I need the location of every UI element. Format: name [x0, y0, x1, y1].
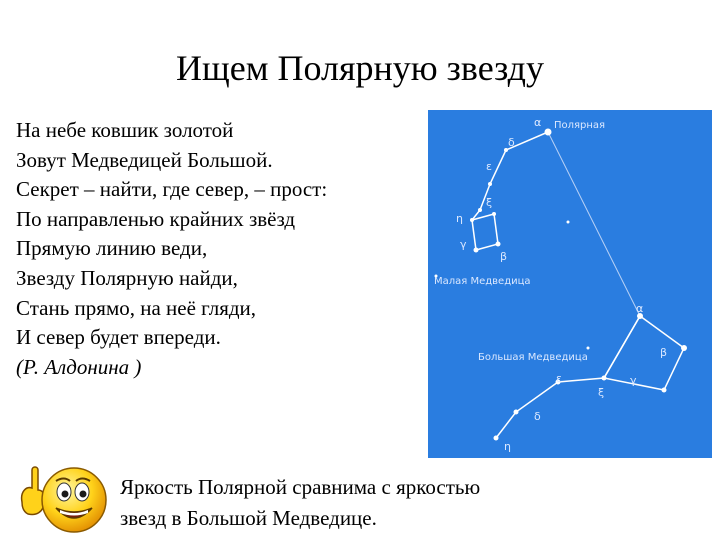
- greek-label: η: [504, 440, 511, 453]
- star: [494, 436, 499, 441]
- greek-label: γ: [460, 238, 467, 251]
- star: [488, 182, 492, 186]
- little-dipper-label: Малая Медведица: [434, 276, 531, 287]
- greek-label: δ: [534, 410, 541, 423]
- poem-line: По направленью крайних звёзд: [16, 206, 296, 231]
- poem-line: Звезду Полярную найди,: [16, 265, 238, 290]
- greek-label: γ: [630, 374, 637, 387]
- star: [474, 248, 479, 253]
- greek-label: ξ: [598, 386, 605, 399]
- big-dipper-handle: [496, 316, 640, 438]
- star-map-svg: [428, 110, 712, 458]
- poem-author: (Р. Алдонина ): [16, 354, 142, 379]
- greek-label: ε: [556, 372, 562, 385]
- star: [496, 242, 501, 247]
- greek-label: η: [456, 212, 463, 225]
- star: [492, 212, 496, 216]
- little-dipper-bowl: [472, 214, 498, 250]
- star-polaris: [545, 129, 552, 136]
- star: [662, 388, 667, 393]
- note-line: Яркость Полярной сравнима с яркостью: [120, 475, 481, 499]
- pointing-smiley-icon: [18, 462, 110, 541]
- brightness-note: [120, 472, 640, 534]
- slide-title: Ищем Полярную звезду: [176, 48, 544, 88]
- star: [567, 221, 570, 224]
- star: [478, 208, 482, 212]
- greek-label: β: [500, 250, 508, 263]
- greek-label: β: [660, 346, 668, 359]
- greek-label: δ: [508, 136, 515, 149]
- star: [587, 347, 590, 350]
- poem-line: Секрет – найти, где север, – прост:: [16, 177, 328, 202]
- big-dipper-label: Большая Медведица: [478, 352, 588, 363]
- poem-line: Стань прямо, на неё гляди,: [16, 295, 257, 320]
- pointer-line: [548, 132, 640, 316]
- big-dipper-bowl: [604, 316, 684, 390]
- poem-line: Прямую линию веди,: [16, 236, 208, 261]
- star: [681, 345, 687, 351]
- poem-line: Зовут Медведицей Большой.: [16, 147, 273, 172]
- greek-label: ε: [486, 160, 492, 173]
- note-line: звезд в Большой Медведице.: [120, 506, 377, 530]
- poem: [16, 116, 436, 382]
- poem-line: На небе ковшик золотой: [16, 118, 234, 142]
- greek-label: α: [636, 302, 644, 315]
- star: [514, 410, 519, 415]
- star: [470, 218, 474, 222]
- star-map: [428, 110, 712, 458]
- greek-label: α: [534, 116, 542, 129]
- star: [602, 376, 607, 381]
- poem-line: И север будет впереди.: [16, 325, 221, 350]
- polaris-label: Полярная: [554, 120, 606, 131]
- greek-label: ξ: [486, 196, 493, 209]
